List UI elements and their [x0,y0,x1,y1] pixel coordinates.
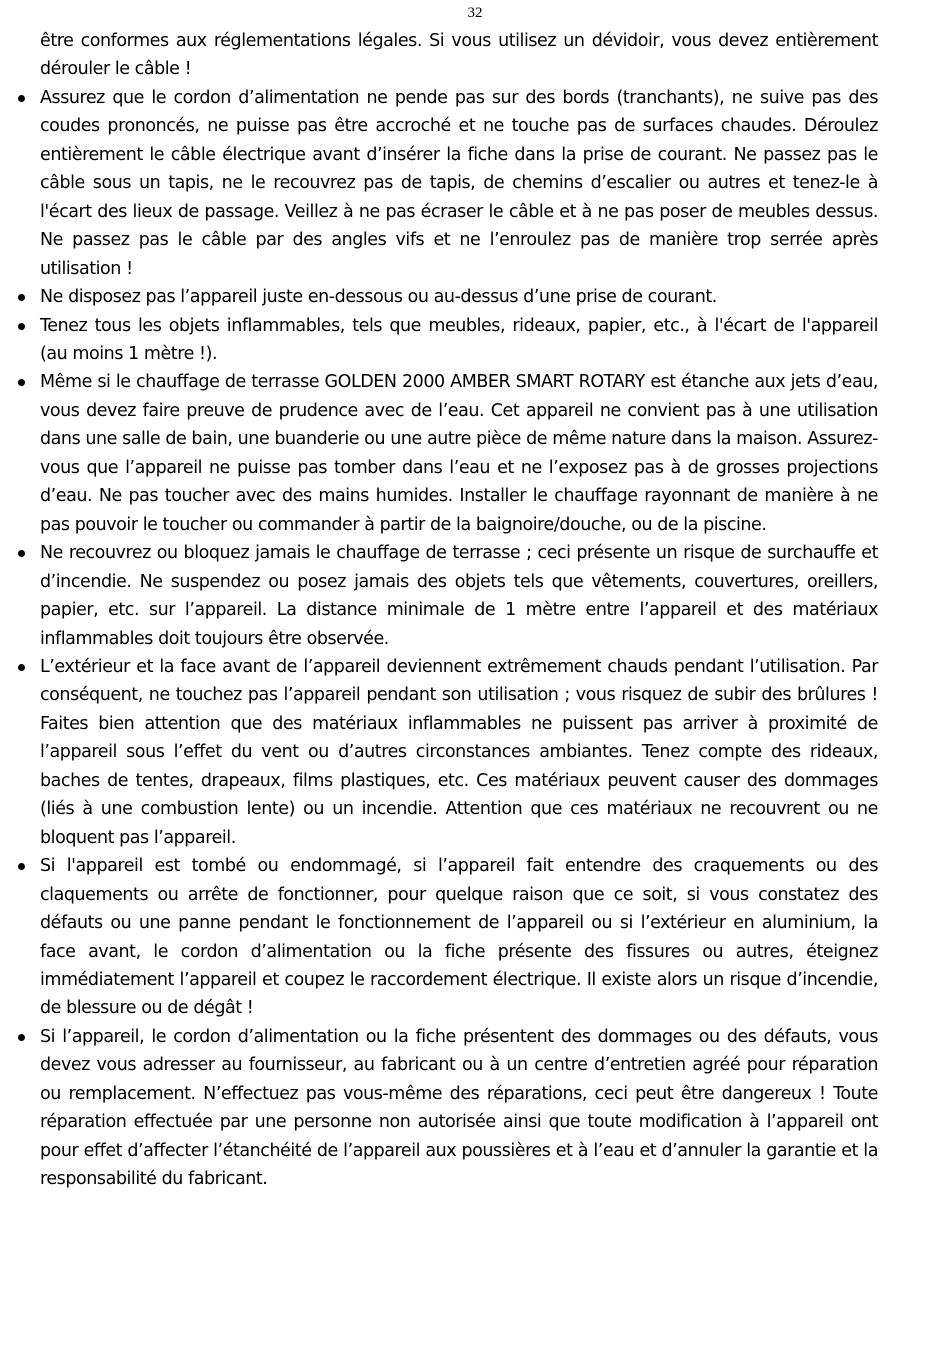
bullet-icon [18,379,25,386]
bullet-icon [18,863,25,870]
bullet-icon [18,550,25,557]
bullet-icon [18,323,25,330]
page-number: 32 [467,5,483,21]
bullet-icon [18,1034,25,1041]
bullet-item [40,653,878,852]
bullet-text: Assurez que le cordon d’alimentation ne pende pas sur des bords (tranchants), ne suive pas des coudes prononcés, ne puisse pas être accroché et ne touche pas de surfaces chaudes. Déroulez entièrement le câble électrique avant d’insérer la fiche dans la prise de courant. Ne passez pas le câble sous un tapis, ne le recouvrez pas de tapis, de chemins d’escalier ou autres et tenez-le à l'écart des lieux de passage. Veillez à ne pas écraser le câble et à ne pas poser de meubles dessus. Ne passez pas le câble par des angles vifs et ne l’enroulez pas de manière trop serrée après utilisation ! [40,87,878,279]
bullet-icon [18,95,25,102]
bullet-icon [18,664,25,671]
safety-bullet-list [40,84,878,1194]
bullet-item [40,84,878,283]
bullet-icon [18,294,25,301]
page-content [40,27,878,1194]
bullet-text: Même si le chauffage de terrasse GOLDEN 2000 AMBER SMART ROTARY est étanche aux jets d’eau, vous devez faire preuve de prudence avec de l’eau. Cet appareil ne convient pas à une utilisation dans une salle de bain, une buanderie ou une autre pièce de même nature dans la maison. Assurez-vous que l’appareil ne puisse pas tomber dans l’eau et ne l’exposez pas à de grosses projections d’eau. Ne pas toucher avec des mains humides. Installer le chauffage rayonnant de manière à ne pas pouvoir le toucher ou commander à partir de la baignoire/douche, ou de la piscine. [40,372,878,535]
bullet-text: Si l'appareil est tombé ou endommagé, si l’appareil fait entendre des craquements ou des claquements ou arrête de fonctionner, pour quelque raison que ce soit, si vous constatez des défauts ou une panne pendant le fonctionnement de l’appareil ou si l’extérieur en aluminium, la face avant, le cordon d’alimentation ou la fiche présente des fissures ou autres, éteignez immédiatement l’appareil et coupez le raccordement électrique. Il existe alors un risque d’incendie, de blessure ou de dégât ! [40,856,878,1019]
bullet-item [40,852,878,1023]
bullet-item [40,539,878,653]
bullet-text: Ne recouvrez ou bloquez jamais le chauffage de terrasse ; ceci présente un risque de surchauffe et d’incendie. Ne suspendez ou posez jamais des objets tels que vêtements, couvertures, oreillers, papier, etc. sur l’appareil. La distance minimale de 1 mètre entre l’appareil et des matériaux inflammables doit toujours être observée. [40,543,878,649]
bullet-item [40,368,878,539]
bullet-text: L’extérieur et la face avant de l’appareil deviennent extrêmement chauds pendant l’utilisation. Par conséquent, ne touchez pas l’appareil pendant son utilisation ; vous risquez de subir des brûlures ! Faites bien attention que des matériaux inflammables ne puissent pas arriver à proximité de l’appareil sous l’effet du vent ou d’autres circonstances ambiantes. Tenez compte des rideaux, baches de tentes, drapeaux, films plastiques, etc. Ces matériaux peuvent causer des dommages (liés à une combustion lente) ou un incendie. Attention que ces matériaux ne recouvrent ou ne bloquent pas l’appareil. [40,656,878,848]
bullet-item [40,1023,878,1194]
continuation-paragraph: être conformes aux réglementations légales. Si vous utilisez un dévidoir, vous devez entièrement dérouler le câble ! [40,31,878,80]
bullet-item [40,312,878,369]
bullet-text: Ne disposez pas l’appareil juste en-dessous ou au-dessus d’une prise de courant. [40,287,717,308]
bullet-text: Si l’appareil, le cordon d’alimentation ou la fiche présentent des dommages ou des défauts, vous devez vous adresser au fournisseur, au fabricant ou à un centre d’entretien agréé pour réparation ou remplacement. N’effectuez pas vous-même des réparations, ceci peut être dangereux ! Toute réparation effectuée par une personne non autorisée ainsi que toute modification à l’appareil ont pour effet d’affecter l’étanchéité de l’appareil aux poussières et à l’eau et d’annuler la garantie et la responsabilité du fabricant. [40,1026,878,1190]
bullet-item [40,283,878,311]
bullet-text: Tenez tous les objets inflammables, tels que meubles, rideaux, papier, etc., à l'écart de l'appareil (au moins 1 mètre !). [40,315,878,364]
